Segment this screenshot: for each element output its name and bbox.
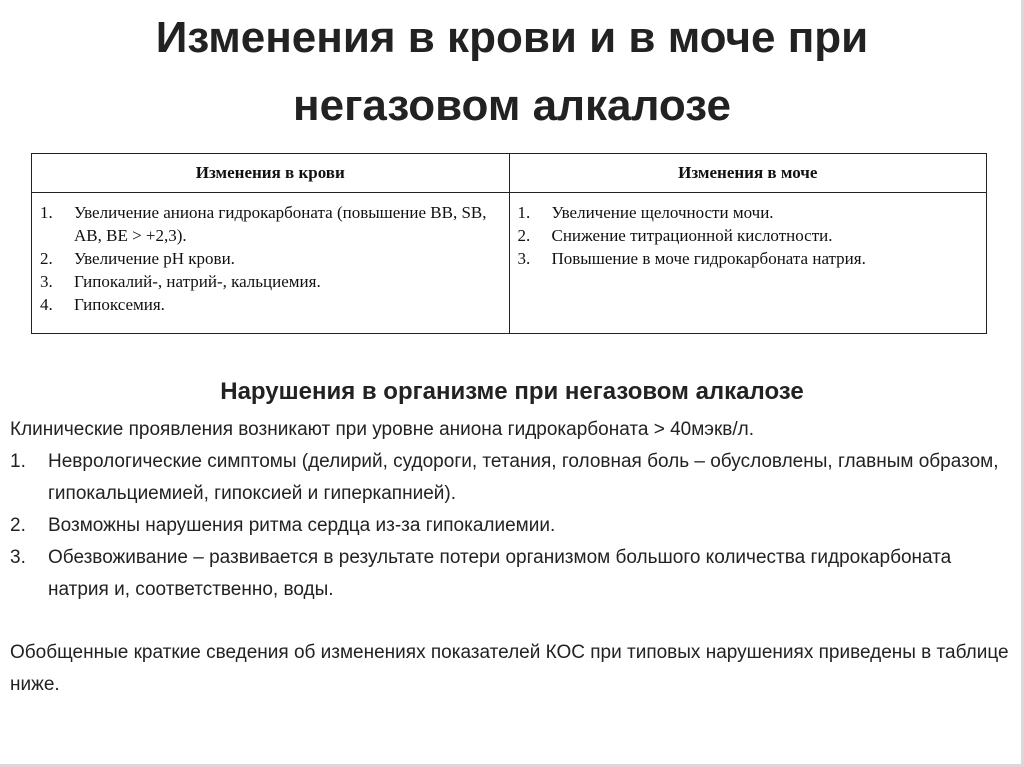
header-blood-changes: Изменения в крови [32, 154, 510, 193]
table-row [32, 193, 987, 334]
blood-changes-list [32, 193, 509, 316]
list-item: 4. Гипоксемия. [40, 295, 165, 314]
list-item: 1. Неврологические симптомы (делирий, судороги, тетания, головная боль – обусловлены, главным образом, гипокальциемией, гипоксией и гиперкапнией). [10, 451, 999, 504]
disorders-list [10, 446, 1010, 606]
list-item: 3. Гипокалий-, натрий-, кальциемия. [40, 272, 321, 291]
list-item: 2. Увеличение pH крови. [40, 249, 235, 268]
list-item: 3. Повышение в моче гидрокарбоната натрия. [517, 249, 866, 268]
table-header-row [32, 154, 987, 193]
list-item: 2. Снижение титрационной кислотности. [517, 226, 833, 245]
section-body [10, 414, 1010, 701]
section-summary: Обобщенные краткие сведения об изменениях показателей КОС при типовых нарушениях приведены в таблице ниже. [10, 642, 1009, 695]
list-item: 1. Увеличение аниона гидрокарбоната (повышение BB, SB, AB, BE > +2,3). [40, 203, 487, 245]
cell-urine-changes [509, 193, 987, 334]
list-item: 1. Увеличение щелочности мочи. [517, 203, 774, 222]
list-item: 3. Обезвоживание – развивается в результате потери организмом большого количества гидрокарбоната натрия и, соответственно, воды. [10, 547, 952, 600]
list-item: 2. Возможны нарушения ритма сердца из-за гипокалиемии. [10, 515, 556, 536]
changes-table [31, 153, 987, 334]
header-urine-changes: Изменения в моче [509, 154, 987, 193]
cell-blood-changes [32, 193, 510, 334]
urine-changes-list [510, 193, 987, 270]
section-title: Нарушения в организме при негазовом алкалозе [220, 378, 804, 405]
section-intro: Клинические проявления возникают при уровне аниона гидрокарбоната > 40мэкв/л. [10, 419, 755, 440]
page-title-line-2: негазовом алкалозе [293, 81, 731, 130]
page-title [0, 4, 1024, 140]
page-title-line-1: Изменения в крови и в моче при [155, 13, 869, 62]
